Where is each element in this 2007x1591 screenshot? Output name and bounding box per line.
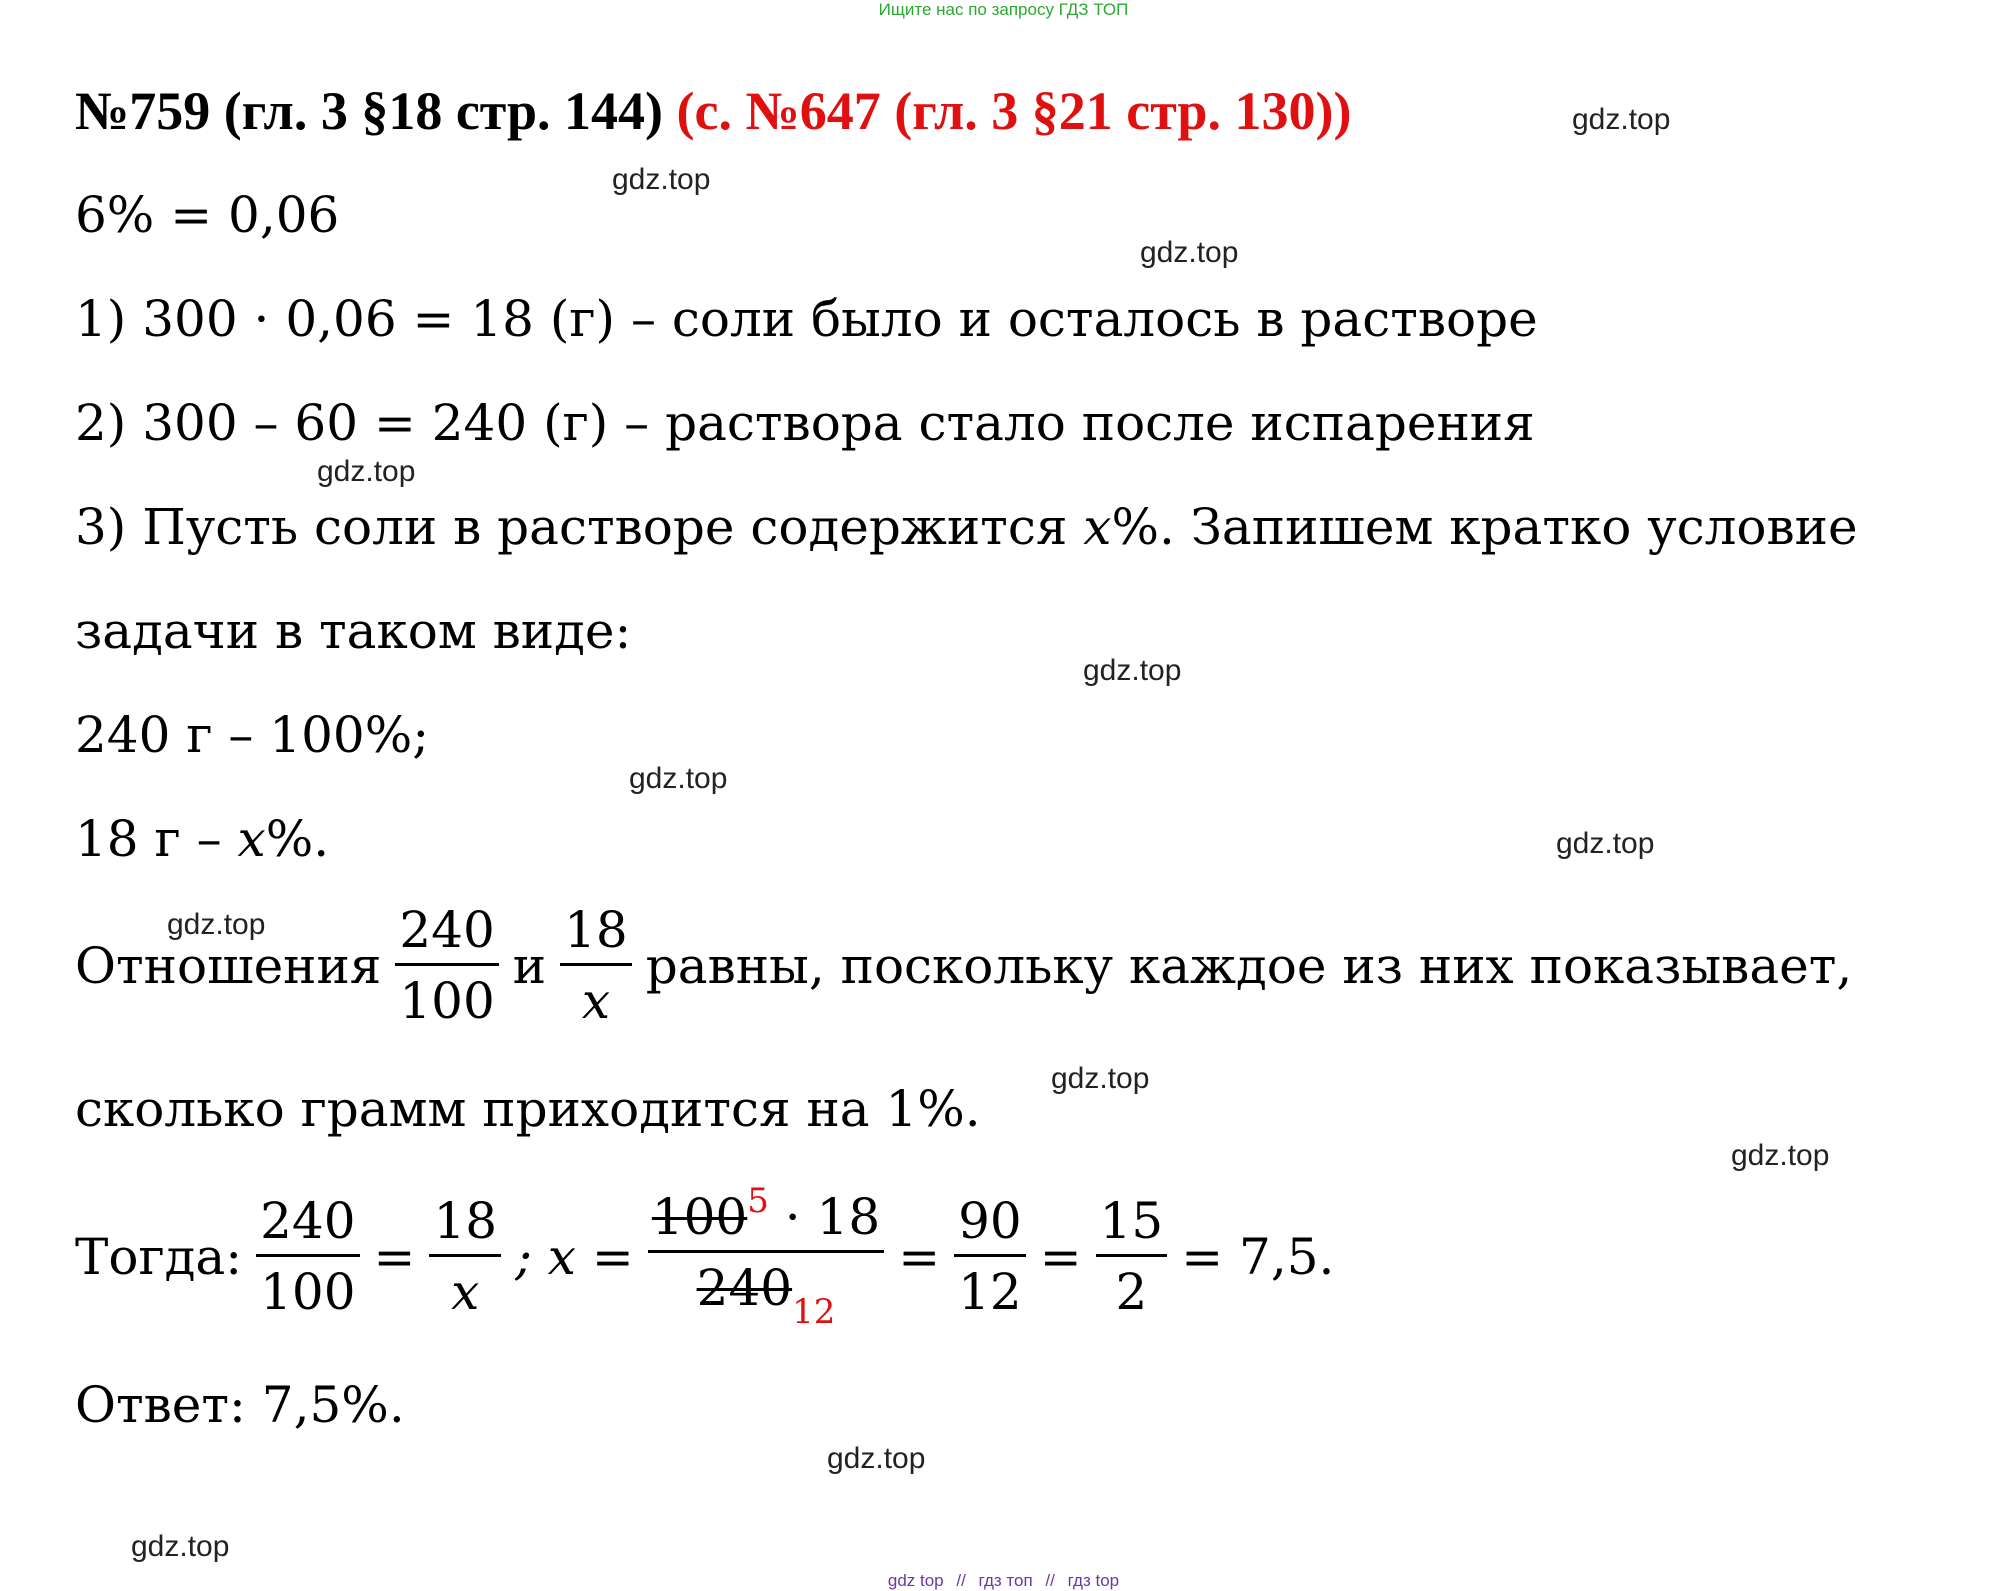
- watermark: gdz.top: [1083, 654, 1182, 687]
- watermark: gdz.top: [167, 908, 266, 941]
- struck-100: 100: [651, 1188, 748, 1246]
- line-6: 240 г – 100%;: [75, 706, 430, 764]
- page-title: [75, 80, 1351, 142]
- answer-line: Ответ: 7,5%.: [75, 1376, 405, 1434]
- variable-x: x: [237, 810, 266, 868]
- ratio-suffix: равны, поскольку каждое из них показывает,: [645, 936, 1853, 995]
- fraction-denominator: [693, 1253, 840, 1332]
- bottom-note-sep: //: [1045, 1571, 1055, 1590]
- fraction-240-100: [256, 1192, 359, 1321]
- times-18: · 18: [768, 1188, 881, 1246]
- line-4-text-b: %. Запишем кратко условие: [1111, 498, 1858, 556]
- reduced-5: 5: [747, 1181, 769, 1221]
- line-7: [75, 810, 329, 868]
- watermark: gdz.top: [1572, 103, 1671, 136]
- then-label: Тогда:: [75, 1227, 243, 1286]
- line-7-text-b: %.: [265, 810, 330, 868]
- watermark: gdz.top: [1556, 827, 1655, 860]
- watermark: gdz.top: [1731, 1139, 1830, 1172]
- fraction-numerator: 240: [395, 905, 498, 966]
- fraction-18-x: [429, 1192, 501, 1321]
- line-2: 1) 300 · 0,06 = 18 (г) – соли было и осталось в растворе: [75, 290, 1538, 348]
- ratio-and: и: [512, 936, 547, 995]
- fraction-denominator: x: [581, 972, 611, 1030]
- ratio-line: [75, 901, 1853, 1030]
- line-9: сколько грамм приходится на 1%.: [75, 1080, 981, 1138]
- watermark: gdz.top: [131, 1530, 230, 1563]
- fraction-18-x: [560, 901, 632, 1030]
- fraction-90-12: [954, 1192, 1026, 1321]
- fraction-denominator: 2: [1115, 1263, 1148, 1321]
- alt-task-number: (с. №647 (гл. 3 §21 стр. 130)): [676, 81, 1352, 141]
- fraction-numerator: 15: [1096, 1196, 1168, 1257]
- bottom-note-part: гдз top: [1067, 1571, 1120, 1590]
- bottom-note-part: гдз топ: [978, 1571, 1033, 1590]
- fraction-denominator: x: [451, 1263, 480, 1321]
- result: = 7,5.: [1181, 1227, 1335, 1286]
- bottom-note: [0, 1571, 2007, 1591]
- watermark: gdz.top: [612, 163, 711, 196]
- watermark: gdz.top: [629, 762, 728, 795]
- line-5: задачи в таком виде:: [75, 602, 632, 660]
- top-note: Ищите нас по запросу ГДЗ ТОП: [878, 0, 1129, 19]
- fraction-numerator: 18: [429, 1196, 501, 1257]
- equals-sign: =: [373, 1227, 416, 1286]
- x-equals: ; x =: [515, 1227, 634, 1286]
- fraction-denominator: 12: [958, 1263, 1022, 1321]
- watermark: gdz.top: [1051, 1062, 1150, 1095]
- fraction-numerator: [648, 1181, 884, 1253]
- fraction-numerator: 18: [560, 905, 632, 966]
- fraction-numerator: 240: [256, 1196, 359, 1257]
- watermark: gdz.top: [317, 455, 416, 488]
- line-4-text-a: 3) Пусть соли в растворе содержится: [75, 498, 1084, 556]
- fraction-denominator: 100: [399, 972, 495, 1030]
- bottom-note-part: gdz top: [887, 1571, 944, 1590]
- watermark: gdz.top: [827, 1442, 926, 1475]
- fraction-reduced: [648, 1181, 884, 1332]
- fraction-numerator: 90: [954, 1196, 1026, 1257]
- task-number: №759 (гл. 3 §18 стр. 144): [75, 81, 663, 141]
- fraction-240-100: [395, 901, 498, 1030]
- solution-line: [75, 1181, 1335, 1332]
- line-4: [75, 498, 1858, 556]
- watermark: gdz.top: [1140, 236, 1239, 269]
- line-3: 2) 300 – 60 = 240 (г) – раствора стало после испарения: [75, 394, 1535, 452]
- struck-240: 240: [696, 1259, 793, 1317]
- equals-sign: =: [1039, 1227, 1082, 1286]
- ratio-prefix: Отношения: [75, 936, 382, 995]
- line-1: 6% = 0,06: [75, 186, 340, 244]
- variable-x: x: [1083, 498, 1112, 556]
- equals-sign: =: [898, 1227, 941, 1286]
- bottom-note-sep: //: [956, 1571, 966, 1590]
- fraction-denominator: 100: [260, 1263, 356, 1321]
- line-7-text-a: 18 г –: [75, 810, 238, 868]
- fraction-15-2: [1096, 1192, 1168, 1321]
- reduced-12: 12: [792, 1292, 836, 1332]
